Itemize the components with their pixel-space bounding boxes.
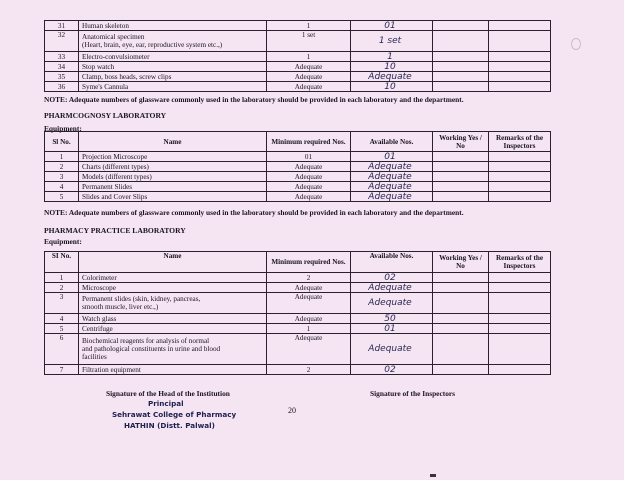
header-name: Name [79, 132, 267, 152]
table-row [45, 293, 551, 314]
table-row [45, 334, 551, 365]
available-cell: 01 [351, 152, 433, 162]
available-cell: 1 [351, 52, 433, 62]
sl-cell: 1 [45, 152, 79, 162]
remarks-cell [489, 31, 551, 52]
header-sl: Sl No. [45, 132, 79, 152]
available-cell: 01 [351, 324, 433, 334]
available-cell: 10 [351, 82, 433, 92]
sl-cell: 3 [45, 172, 79, 182]
name-cell: Permanent Slides [79, 182, 267, 192]
name-cell [79, 31, 267, 52]
table-row [45, 31, 551, 52]
pharmacognosy-table [44, 131, 551, 202]
table-row [45, 192, 551, 202]
sl-cell: 4 [45, 182, 79, 192]
remarks-cell [489, 192, 551, 202]
available-cell: 01 [351, 21, 433, 31]
table-row [45, 182, 551, 192]
min-cell: Adequate [267, 82, 351, 92]
min-cell: 2 [267, 365, 351, 375]
min-cell: Adequate [267, 182, 351, 192]
college-stamp-line: Sehrawat College of Pharmacy [112, 410, 237, 419]
name-cell: Electro-convulsiometer [79, 52, 267, 62]
sl-cell: 5 [45, 192, 79, 202]
sl-cell: 31 [45, 21, 79, 31]
name-cell: Filtration equipment [79, 365, 267, 375]
min-cell: 1 set [267, 31, 351, 52]
remarks-cell [489, 62, 551, 72]
working-cell [433, 283, 489, 293]
sl-cell: 2 [45, 162, 79, 172]
available-cell: Adequate [351, 334, 433, 365]
equipment-label: Equipment: [44, 237, 82, 246]
working-cell [433, 52, 489, 62]
table-row [45, 62, 551, 72]
equipment-label: Equipment: [44, 124, 82, 133]
name-cell: Slides and Cover Slips [79, 192, 267, 202]
sl-cell: 36 [45, 82, 79, 92]
table-row [45, 21, 551, 31]
name-line: and pathological constituents in urine and blood [82, 345, 221, 353]
name-line: smooth muscle, liver etc.,) [82, 303, 159, 311]
table-header-row [45, 252, 551, 273]
working-cell [433, 82, 489, 92]
min-cell: Adequate [267, 72, 351, 82]
min-cell: Adequate [267, 192, 351, 202]
available-cell: 1 set [351, 31, 433, 52]
name-cell: Projection Microscope [79, 152, 267, 162]
available-cell: Adequate [351, 182, 433, 192]
available-cell: Adequate [351, 192, 433, 202]
remarks-cell [489, 182, 551, 192]
working-cell [433, 192, 489, 202]
name-cell: Clamp, boss heads, screw clips [79, 72, 267, 82]
remarks-cell [489, 283, 551, 293]
min-cell: Adequate [267, 283, 351, 293]
pharmacy-practice-table [44, 251, 551, 375]
min-cell: 1 [267, 52, 351, 62]
table-row [45, 82, 551, 92]
name-cell: Human skeleton [79, 21, 267, 31]
available-cell: Adequate [351, 172, 433, 182]
remarks-cell [489, 365, 551, 375]
table-row [45, 52, 551, 62]
min-cell: 1 [267, 21, 351, 31]
working-cell [433, 334, 489, 365]
table-row [45, 283, 551, 293]
sl-cell: 33 [45, 52, 79, 62]
table-row [45, 152, 551, 162]
available-cell: 10 [351, 62, 433, 72]
table-header-row [45, 132, 551, 152]
name-line: Biochemical reagents for analysis of normal [82, 337, 210, 345]
min-cell: Adequate [267, 293, 351, 314]
table-row [45, 324, 551, 334]
working-cell [433, 172, 489, 182]
working-cell [433, 62, 489, 72]
min-cell: Adequate [267, 172, 351, 182]
min-cell: Adequate [267, 62, 351, 72]
scan-mark [430, 474, 436, 477]
section-title: PHARMCOGNOSY LABORATORY [44, 111, 167, 120]
min-cell: 01 [267, 152, 351, 162]
sl-cell: 34 [45, 62, 79, 72]
remarks-cell [489, 162, 551, 172]
name-cell [79, 334, 267, 365]
sl-cell: 4 [45, 314, 79, 324]
name-cell: Syme's Cannula [79, 82, 267, 92]
table-row [45, 172, 551, 182]
available-cell: Adequate [351, 72, 433, 82]
header-sl: SI No. [45, 252, 79, 273]
name-cell [79, 293, 267, 314]
remarks-cell [489, 82, 551, 92]
name-line: facilities [82, 353, 107, 361]
page-number: 20 [288, 406, 296, 415]
name-cell: Colorimeter [79, 273, 267, 283]
working-cell [433, 162, 489, 172]
name-cell: Watch glass [79, 314, 267, 324]
working-cell [433, 273, 489, 283]
sl-cell: 5 [45, 324, 79, 334]
available-cell: 02 [351, 273, 433, 283]
header-remarks: Remarks of the Inspectors [489, 252, 551, 273]
working-cell [433, 152, 489, 162]
glassware-note: NOTE: Adequate numbers of glassware commonly used in the laboratory should be provided in each laboratory and the department. [44, 208, 464, 217]
available-cell: Adequate [351, 293, 433, 314]
header-working: Working Yes / No [433, 132, 489, 152]
name-line: (Heart, brain, eye, ear, reproductive system etc.,) [82, 41, 223, 49]
remarks-cell [489, 52, 551, 62]
working-cell [433, 182, 489, 192]
name-line: Permanent slides (skin, kidney, pancreas, [82, 295, 201, 303]
head-signature-label: Signature of the Head of the Institution [106, 389, 230, 398]
working-cell [433, 31, 489, 52]
principal-stamp-line: Principal [148, 399, 184, 408]
table-row [45, 365, 551, 375]
remarks-cell [489, 334, 551, 365]
name-line: Anatomical specimen [82, 33, 145, 41]
working-cell [433, 365, 489, 375]
min-cell: 2 [267, 273, 351, 283]
working-cell [433, 314, 489, 324]
address-stamp-line: HATHIN (Distt. Palwal) [124, 421, 215, 430]
header-remarks: Remarks of the Inspectors [489, 132, 551, 152]
header-min: Minimum required Nos. [267, 132, 351, 152]
sl-cell: 7 [45, 365, 79, 375]
remarks-cell [489, 314, 551, 324]
name-cell: Microscope [79, 283, 267, 293]
working-cell [433, 21, 489, 31]
section-title: PHARMACY PRACTICE LABORATORY [44, 226, 186, 235]
available-cell: 50 [351, 314, 433, 324]
table-row [45, 72, 551, 82]
remarks-cell [489, 152, 551, 162]
inspectors-signature-label: Signature of the Inspectors [370, 389, 456, 398]
min-cell: Adequate [267, 162, 351, 172]
header-min: Minimum required Nos. [267, 252, 351, 273]
table-row [45, 314, 551, 324]
name-cell: Models (different types) [79, 172, 267, 182]
name-cell: Charts (different types) [79, 162, 267, 172]
min-cell: Adequate [267, 314, 351, 324]
working-cell [433, 324, 489, 334]
sl-cell: 2 [45, 283, 79, 293]
equipment-table-continued [44, 20, 551, 92]
header-available: Available Nos. [351, 252, 433, 273]
sl-cell: 32 [45, 31, 79, 52]
working-cell [433, 293, 489, 314]
sl-cell: 3 [45, 293, 79, 314]
sl-cell: 1 [45, 273, 79, 283]
header-available: Available Nos. [351, 132, 433, 152]
punch-hole-mark [571, 38, 581, 50]
available-cell: Adequate [351, 162, 433, 172]
name-cell: Stop watch [79, 62, 267, 72]
header-name: Name [79, 252, 267, 273]
table-row [45, 273, 551, 283]
table-row [45, 162, 551, 172]
remarks-cell [489, 21, 551, 31]
name-cell: Centrifuge [79, 324, 267, 334]
available-cell: Adequate [351, 283, 433, 293]
header-working: Working Yes / No [433, 252, 489, 273]
sl-cell: 35 [45, 72, 79, 82]
min-cell: Adequate [267, 334, 351, 365]
remarks-cell [489, 72, 551, 82]
remarks-cell [489, 324, 551, 334]
sl-cell: 6 [45, 334, 79, 365]
available-cell: 02 [351, 365, 433, 375]
min-cell: 1 [267, 324, 351, 334]
glassware-note: NOTE: Adequate numbers of glassware commonly used in the laboratory should be provided in each laboratory and the department. [44, 95, 464, 104]
remarks-cell [489, 293, 551, 314]
remarks-cell [489, 172, 551, 182]
remarks-cell [489, 273, 551, 283]
working-cell [433, 72, 489, 82]
